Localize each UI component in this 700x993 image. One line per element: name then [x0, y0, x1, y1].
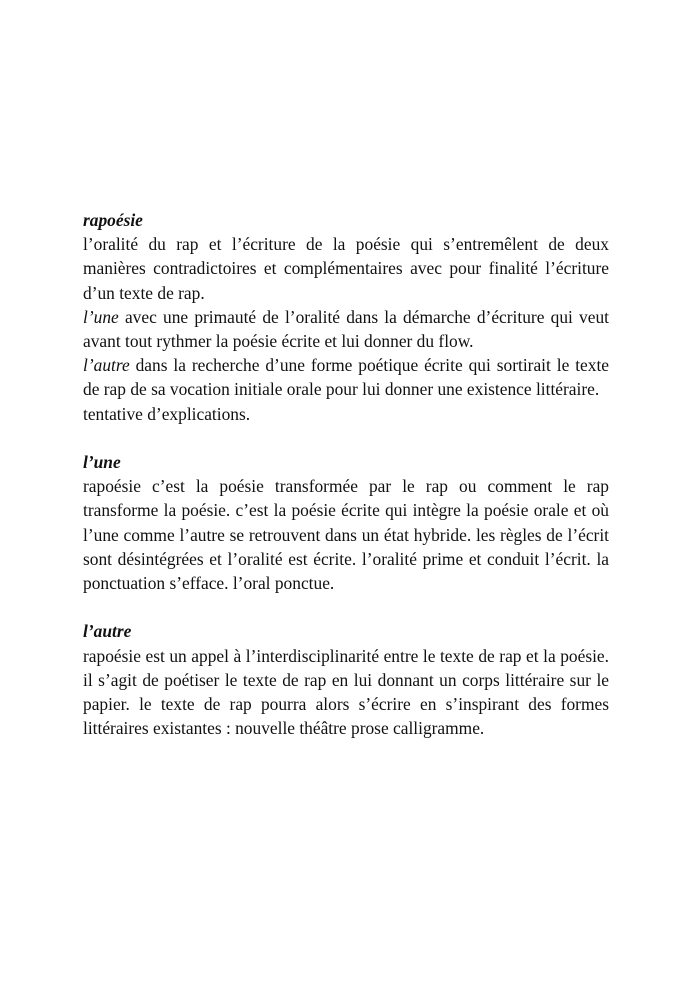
section-autre-text: rapoésie est un appel à l’interdisciplinarité entre le texte de rap et la poésie. il s’agit de poétiser le texte de rap en lui donnant un corps littéraire sur le papier. le texte de rap pourra alors s’écrire en s’inspirant des formes littéraires existantes : nouvelle théâtre prose calligramme.: [83, 645, 609, 739]
section-une-text: rapoésie c’est la poésie transformée par le rap ou comment le rap transforme la poésie. c’est la poésie écrite qui intègre la poésie orale et où l’une comme l’autre se retrouvent dans un état hybride. les règles de l’écrit sont désintégrées et l’oralité est écrite. l’oralité prime et conduit l’écrit. la ponctuation s’efface. l’oral ponctue.: [83, 476, 609, 594]
intro-une-lead: l’une: [83, 306, 119, 327]
intro-paragraph: l’oralité du rap et l’écriture de la poésie qui s’entremêlent de deux manières contradictoires et complémentaires avec pour finalité l’écriture d’un texte de rap.: [83, 234, 609, 303]
paragraph-spacer: [83, 426, 609, 450]
intro-autre-lead: l’autre: [83, 355, 130, 376]
document-body: [83, 208, 609, 740]
paragraph-spacer: [83, 595, 609, 619]
document-title: rapoésie: [83, 210, 143, 230]
intro-autre-text: dans la recherche d’une forme poétique écrite qui sortirait le texte de rap de sa vocation initiale orale pour lui donner une existence littéraire.: [83, 355, 609, 400]
intro-closing: tentative d’explications.: [83, 403, 251, 424]
intro-une-paragraph: [83, 305, 609, 353]
section-autre-heading: l’autre: [83, 621, 132, 642]
intro-une-text: avec une primauté de l’oralité dans la démarche d’écriture qui veut avant tout rythmer la poésie écrite et lui donner du flow.: [83, 306, 609, 352]
intro-autre-paragraph: [83, 353, 609, 401]
section-une-heading: l’une: [83, 452, 121, 473]
